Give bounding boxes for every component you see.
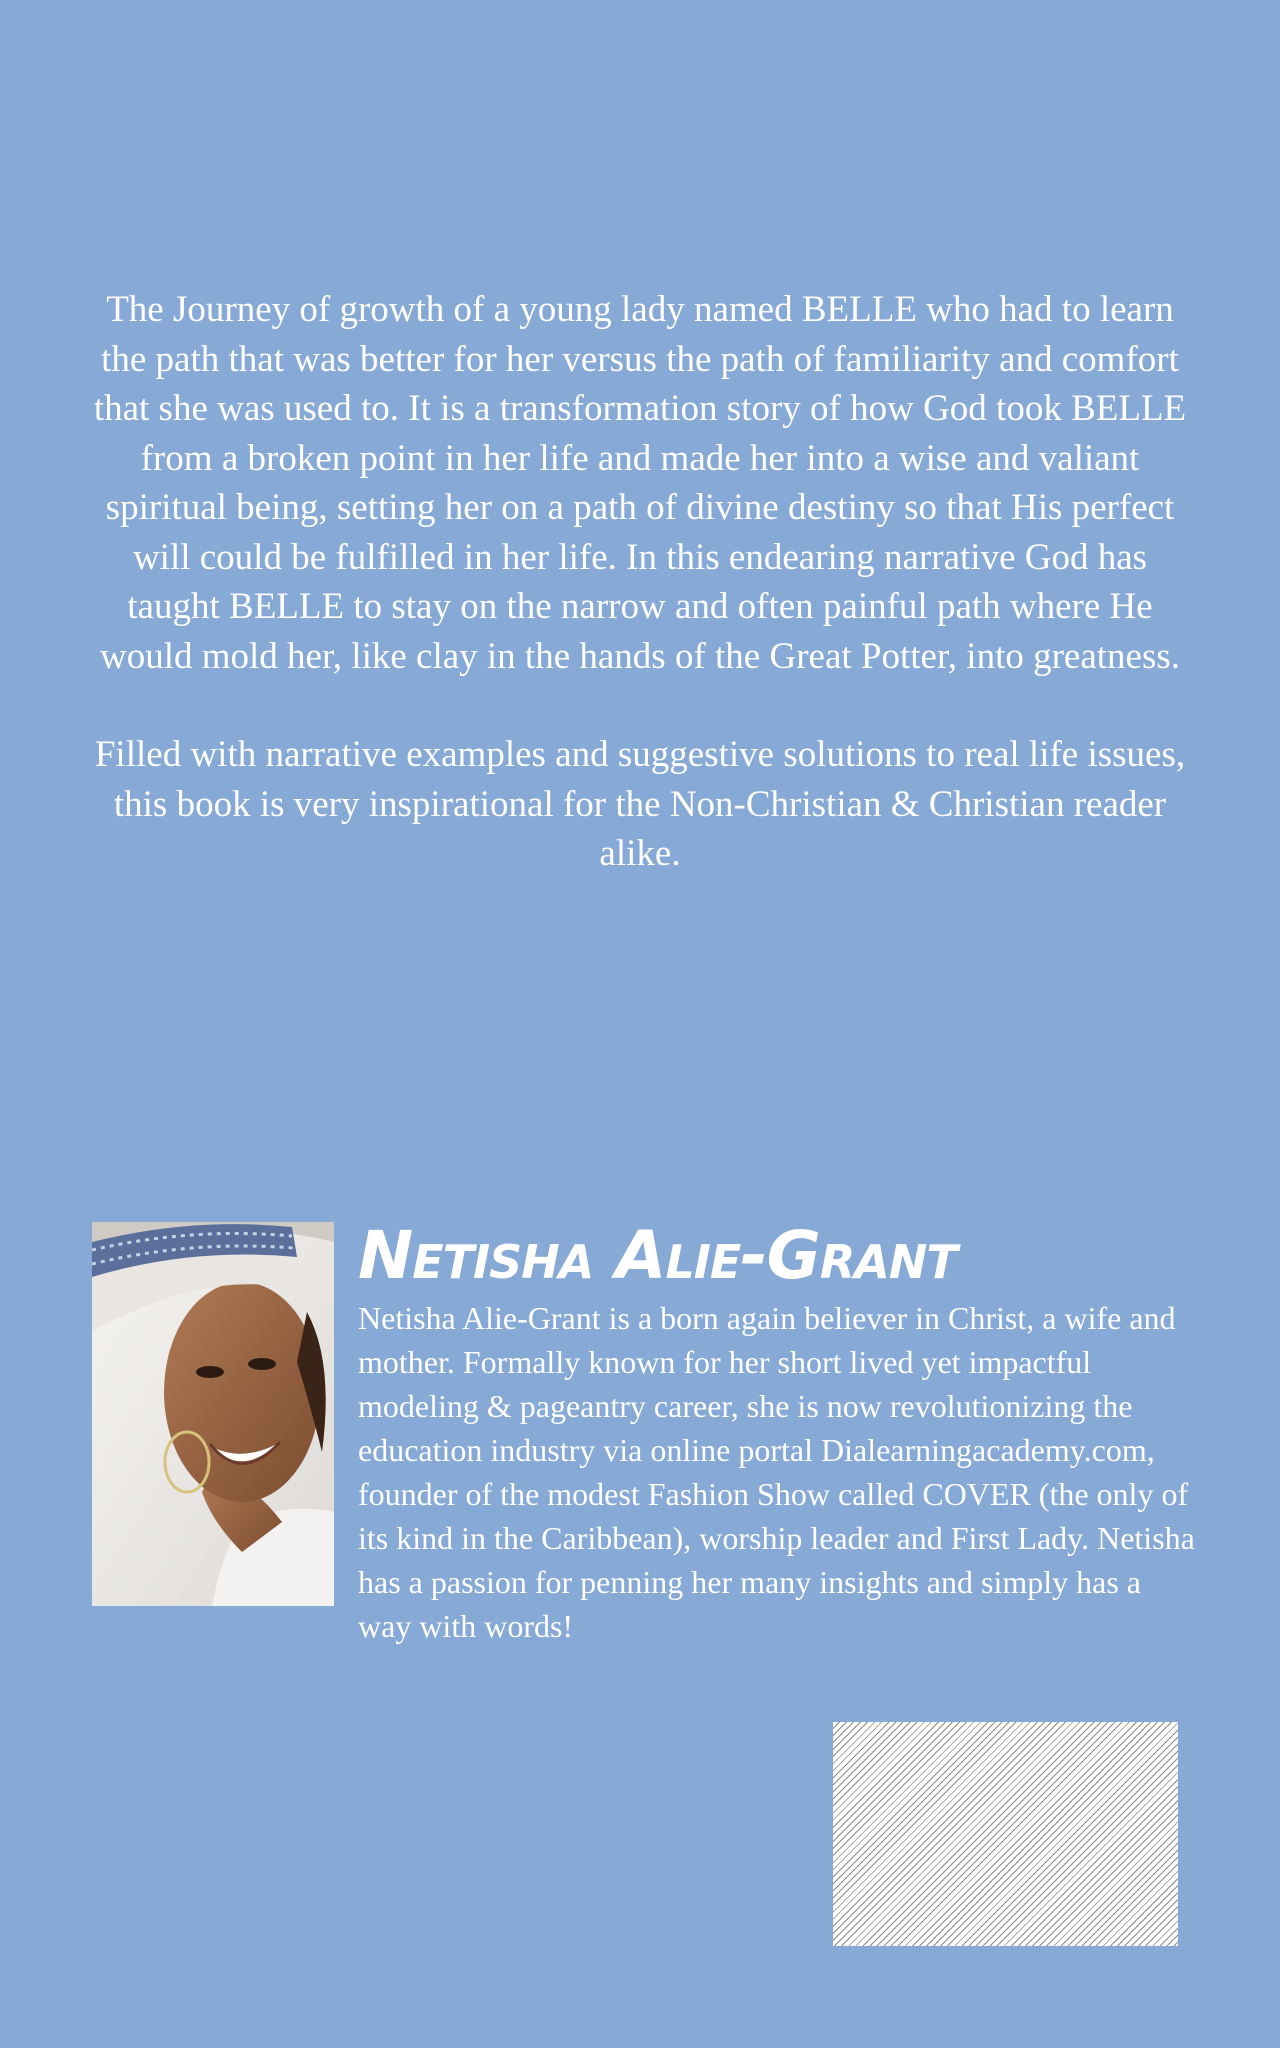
- book-blurb: [90, 285, 1190, 879]
- blurb-paragraph-2: Filled with narrative examples and suggestive solutions to real life issues, this book is very inspirational for the Non-Christian & Christian reader alike.: [94, 734, 1186, 874]
- barcode-placeholder: [833, 1722, 1178, 1946]
- author-bio: Netisha Alie-Grant is a born again believer in Christ, a wife and mother. Formally known for her short lived yet impactful modeling & pageantry career, she is now revolutionizing the education industry via online portal Dialearningacademy.com, founder of the modest Fashion Show called COVER (the only of its kind in the Caribbean), worship leader and First Lady. Netisha has a passion for penning her many insights and simply has a way with words!: [358, 1300, 1195, 1644]
- blurb-paragraph-1: The Journey of growth of a young lady named BELLE who had to learn the path that was better for her versus the path of familiarity and comfort that she was used to. It is a transformation story of how God took BELLE from a broken point in her life and made her into a wise and valiant spiritual being, setting her on a path of divine destiny so that His perfect will could be fulfilled in her life. In this endearing narrative God has taught BELLE to stay on the narrow and often painful path where He would mold her, like clay in the hands of the Great Potter, into greatness.: [93, 289, 1187, 677]
- author-name: Netisha Alie-Grant: [358, 1217, 957, 1294]
- author-photo: [92, 1222, 334, 1606]
